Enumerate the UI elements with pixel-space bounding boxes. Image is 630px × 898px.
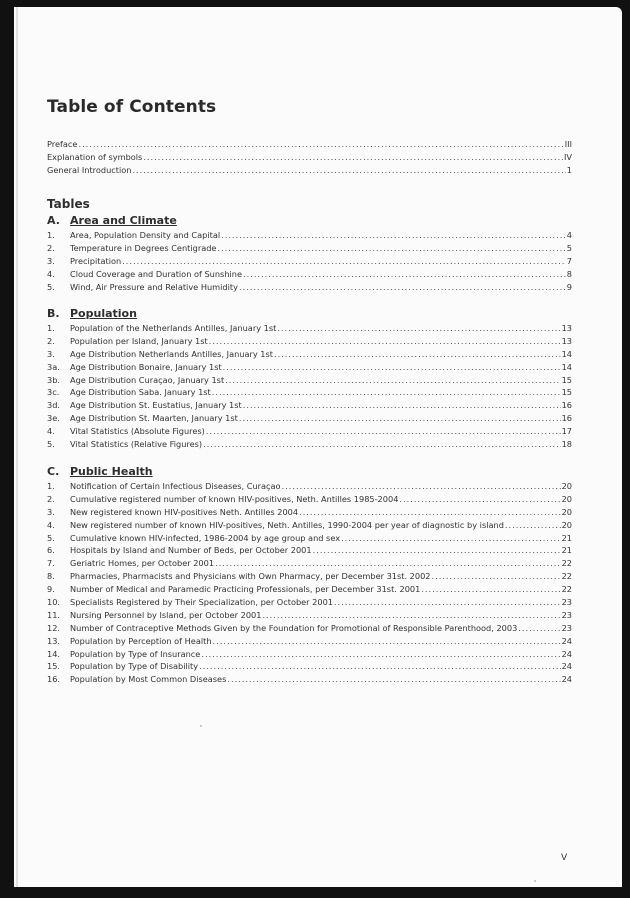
- leader-dots: [239, 412, 561, 425]
- page-number: V: [561, 853, 568, 863]
- entry-label: Population by Most Common Diseases: [70, 674, 227, 685]
- entry-label: Preface: [47, 139, 78, 149]
- entry-label: Age Distribution Curaçao, January 1st: [70, 374, 225, 385]
- toc-entry-explanation-of-symbols[interactable]: [47, 151, 572, 164]
- toc-entry[interactable]: [47, 583, 572, 596]
- entry-number: 10.: [47, 597, 61, 608]
- entry-page: 8: [566, 268, 572, 279]
- entry-label: Population by Perception of Health: [70, 635, 212, 646]
- leader-dots: [299, 506, 560, 519]
- toc-entry[interactable]: [47, 348, 572, 361]
- entry-label: Population by Type of Disability: [70, 661, 199, 672]
- section-heading: [47, 464, 572, 480]
- entry-label: Hospitals by Island and Number of Beds, per October 2001: [70, 545, 312, 556]
- entry-label: Age Distribution St. Eustatius, January 1st: [70, 400, 242, 411]
- leader-dots: [143, 151, 563, 164]
- leader-dots: [217, 242, 565, 255]
- scan-speck: [200, 725, 202, 727]
- leader-dots: [225, 374, 560, 387]
- leader-dots: [518, 622, 560, 635]
- entry-page: 24: [561, 648, 572, 659]
- entry-number: 8.: [47, 571, 55, 582]
- entry-page: 14: [561, 361, 572, 372]
- entry-label: Cloud Coverage and Duration of Sunshine: [70, 268, 243, 279]
- entry-number: 3.: [47, 348, 55, 359]
- leader-dots: [399, 493, 560, 506]
- entry-label: Temperature in Degrees Centigrade: [70, 242, 217, 253]
- entry-number: 1.: [47, 481, 55, 491]
- entry-page: 4: [566, 230, 572, 240]
- entry-page: 7: [566, 255, 572, 266]
- entry-number: 11.: [47, 609, 61, 620]
- toc-entry[interactable]: [47, 506, 572, 519]
- entry-label: Nursing Personnel by Island, per October 2001: [70, 609, 262, 620]
- leader-dots: [78, 138, 563, 151]
- entry-label: Notification of Certain Infectious Diseases, Curaçao: [70, 481, 281, 491]
- entry-number: 16.: [47, 674, 61, 685]
- document-page: [14, 7, 622, 887]
- entry-page: 16: [561, 400, 572, 411]
- entry-number: 14.: [47, 648, 61, 659]
- entry-label: Age Distribution Saba. January 1st: [70, 387, 211, 398]
- toc-entry[interactable]: [47, 480, 572, 493]
- entry-page: 15: [561, 374, 572, 385]
- entry-label: Geriatric Homes, per October 2001: [70, 558, 215, 569]
- toc-entry[interactable]: [47, 425, 572, 438]
- leader-dots: [505, 519, 561, 532]
- entry-label: General Introduction: [47, 164, 132, 175]
- toc-entry[interactable]: [47, 557, 572, 570]
- leader-dots: [277, 322, 560, 335]
- entry-label: Population of the Netherlands Antilles, January 1st: [70, 323, 277, 333]
- toc-entry-preface[interactable]: [47, 138, 572, 151]
- section-public-health: [47, 464, 572, 686]
- leader-dots: [421, 583, 560, 596]
- entry-label: Explanation of symbols: [47, 151, 143, 162]
- entry-number: 4.: [47, 426, 55, 437]
- leader-dots: [341, 532, 561, 545]
- entry-page: 20: [561, 506, 572, 517]
- entry-label: Vital Statistics (Absolute Figures): [70, 426, 205, 437]
- entry-number: 1.: [47, 230, 55, 240]
- entry-label: Number of Medical and Paramedic Practicing Professionals, per December 31st. 2001: [70, 584, 421, 595]
- section-entries: [47, 322, 572, 451]
- leader-dots: [432, 570, 561, 583]
- entry-label: Age Distribution Netherlands Antilles, January 1st: [70, 348, 273, 359]
- leader-dots: [203, 438, 560, 451]
- entry-label: Number of Contraceptive Methods Given by the Foundation for Promotional of Responsible Parenthood, 2003: [70, 622, 518, 633]
- toc-entry-general-introduction[interactable]: [47, 164, 572, 177]
- entry-label: Population by Type of Insurance: [70, 648, 201, 659]
- entry-label: Age Distribution Bonaire, January 1st: [70, 361, 222, 372]
- entry-label: New registered known HIV-positives Neth. Antilles 2004: [70, 506, 299, 517]
- leader-dots: [209, 335, 561, 348]
- toc-entry[interactable]: [47, 438, 572, 451]
- toc-entry[interactable]: [47, 386, 572, 399]
- entry-label: New registered number of known HIV-positives, Neth. Antilles, 1990-2004 per year of diagnostic by island: [70, 519, 504, 530]
- entry-page: 9: [566, 281, 572, 292]
- leader-dots: [239, 281, 566, 294]
- toc-entry[interactable]: [47, 609, 572, 622]
- entry-page: 20: [561, 493, 572, 504]
- section-population: [47, 306, 572, 451]
- entry-number: 3.: [47, 506, 55, 517]
- entry-label: Age Distribution St. Maarten, January 1st: [70, 413, 238, 424]
- entry-number: 4.: [47, 268, 55, 279]
- toc-entry[interactable]: [47, 322, 572, 335]
- toc-entry[interactable]: [47, 374, 572, 387]
- entry-page: 24: [561, 635, 572, 646]
- leader-dots: [201, 648, 560, 661]
- section-letter: B.: [47, 307, 60, 320]
- entry-page: 17: [561, 426, 572, 437]
- front-matter-list: [47, 138, 572, 177]
- entry-page: 22: [561, 571, 572, 582]
- leader-dots: [215, 557, 561, 570]
- entry-page: 21: [561, 532, 572, 543]
- tables-heading: Tables: [47, 197, 90, 211]
- section-title: Area and Climate: [70, 214, 177, 227]
- toc-entry[interactable]: [47, 635, 572, 648]
- entry-number: 2.: [47, 493, 55, 504]
- entry-page: III: [564, 139, 572, 149]
- entry-page: IV: [563, 151, 572, 162]
- entry-page: 20: [561, 519, 572, 530]
- leader-dots: [334, 596, 561, 609]
- section-letter: A.: [47, 214, 60, 227]
- section-entries: [47, 480, 572, 686]
- entry-number: 4.: [47, 519, 55, 530]
- toc-entry[interactable]: [47, 622, 572, 635]
- entry-page: 20: [561, 481, 572, 491]
- entry-page: 24: [561, 661, 572, 672]
- entry-number: 5.: [47, 281, 55, 292]
- entry-page: 5: [566, 242, 572, 253]
- toc-entry[interactable]: [47, 412, 572, 425]
- entry-page: 24: [561, 674, 572, 685]
- entry-page: 14: [561, 348, 572, 359]
- entry-label: Population per Island, January 1st: [70, 335, 208, 346]
- entry-label: Specialists Registered by Their Specialization, per October 2001: [70, 597, 333, 608]
- leader-dots: [223, 361, 561, 374]
- entry-page: 18: [561, 439, 572, 450]
- entry-page: 23: [561, 597, 572, 608]
- toc-entry[interactable]: [47, 596, 572, 609]
- entry-number: 7.: [47, 558, 55, 569]
- entry-page: 22: [561, 558, 572, 569]
- scan-speck: [534, 880, 536, 882]
- entry-number: 9.: [47, 584, 55, 595]
- entry-page: 23: [561, 622, 572, 633]
- leader-dots: [274, 348, 561, 361]
- entry-number: 13.: [47, 635, 61, 646]
- entry-number: 3.: [47, 255, 55, 266]
- entry-label: Precipitation: [70, 255, 122, 266]
- leader-dots: [243, 399, 561, 412]
- entry-label: Pharmacies, Pharmacists and Physicians with Own Pharmacy, per December 31st. 2002: [70, 571, 431, 582]
- entry-number: 5.: [47, 439, 55, 450]
- toc-entry[interactable]: [47, 281, 572, 294]
- entry-number: 2.: [47, 335, 55, 346]
- page-title: Table of Contents: [47, 97, 217, 117]
- leader-dots: [221, 229, 566, 242]
- leader-dots: [206, 425, 561, 438]
- toc-entry[interactable]: [47, 255, 572, 268]
- toc-entry[interactable]: [47, 519, 572, 532]
- entry-number: 12.: [47, 622, 61, 633]
- entry-number: 5.: [47, 532, 55, 543]
- entry-label: Area, Population Density and Capital: [70, 230, 221, 240]
- entry-label: Vital Statistics (Relative Figures): [70, 439, 203, 450]
- leader-dots: [243, 268, 566, 281]
- entry-page: 16: [561, 413, 572, 424]
- entry-number: 3b.: [47, 374, 61, 385]
- toc-entry[interactable]: [47, 570, 572, 583]
- leader-dots: [213, 635, 561, 648]
- toc-entry[interactable]: [47, 399, 572, 412]
- entry-page: 1: [566, 164, 572, 175]
- entry-page: 23: [561, 609, 572, 620]
- leader-dots: [212, 386, 561, 399]
- section-title: Public Health: [70, 465, 153, 478]
- leader-dots: [313, 544, 561, 557]
- toc-entry[interactable]: [47, 660, 572, 673]
- entry-page: 22: [561, 584, 572, 595]
- leader-dots: [282, 480, 561, 493]
- section-heading: [47, 213, 572, 229]
- entry-number: 1.: [47, 323, 55, 333]
- toc-entry[interactable]: [47, 673, 572, 686]
- leader-dots: [122, 255, 566, 268]
- toc-entry[interactable]: [47, 335, 572, 348]
- entry-page: 13: [561, 323, 572, 333]
- leader-dots: [262, 609, 560, 622]
- toc-entry[interactable]: [47, 242, 572, 255]
- entry-page: 13: [561, 335, 572, 346]
- entry-number: 3c.: [47, 387, 60, 398]
- toc-entry[interactable]: [47, 532, 572, 545]
- leader-dots: [132, 164, 565, 177]
- leader-dots: [227, 673, 560, 686]
- section-area-and-climate: [47, 213, 572, 293]
- leader-dots: [199, 660, 560, 673]
- entry-number: 2.: [47, 242, 55, 253]
- entry-label: Cumulative registered number of known HIV-positives, Neth. Antilles 1985-2004: [70, 493, 399, 504]
- entry-page: 15: [561, 387, 572, 398]
- section-entries: [47, 229, 572, 293]
- entry-number: 3d.: [47, 400, 61, 411]
- entry-label: Wind, Air Pressure and Relative Humidity: [70, 281, 238, 292]
- toc-entry[interactable]: [47, 268, 572, 281]
- toc-entry[interactable]: [47, 361, 572, 374]
- toc-entry[interactable]: [47, 493, 572, 506]
- toc-entry[interactable]: [47, 229, 572, 242]
- section-heading: [47, 306, 572, 322]
- entry-number: 6.: [47, 545, 55, 556]
- entry-number: 3e.: [47, 413, 60, 424]
- toc-entry[interactable]: [47, 648, 572, 661]
- section-title: Population: [70, 307, 137, 320]
- entry-number: 3a.: [47, 361, 60, 372]
- toc-entry[interactable]: [47, 544, 572, 557]
- entry-number: 15.: [47, 661, 61, 672]
- entry-page: 21: [561, 545, 572, 556]
- section-letter: C.: [47, 465, 60, 478]
- entry-label: Cumulative known HIV-infected, 1986-2004 by age group and sex: [70, 532, 341, 543]
